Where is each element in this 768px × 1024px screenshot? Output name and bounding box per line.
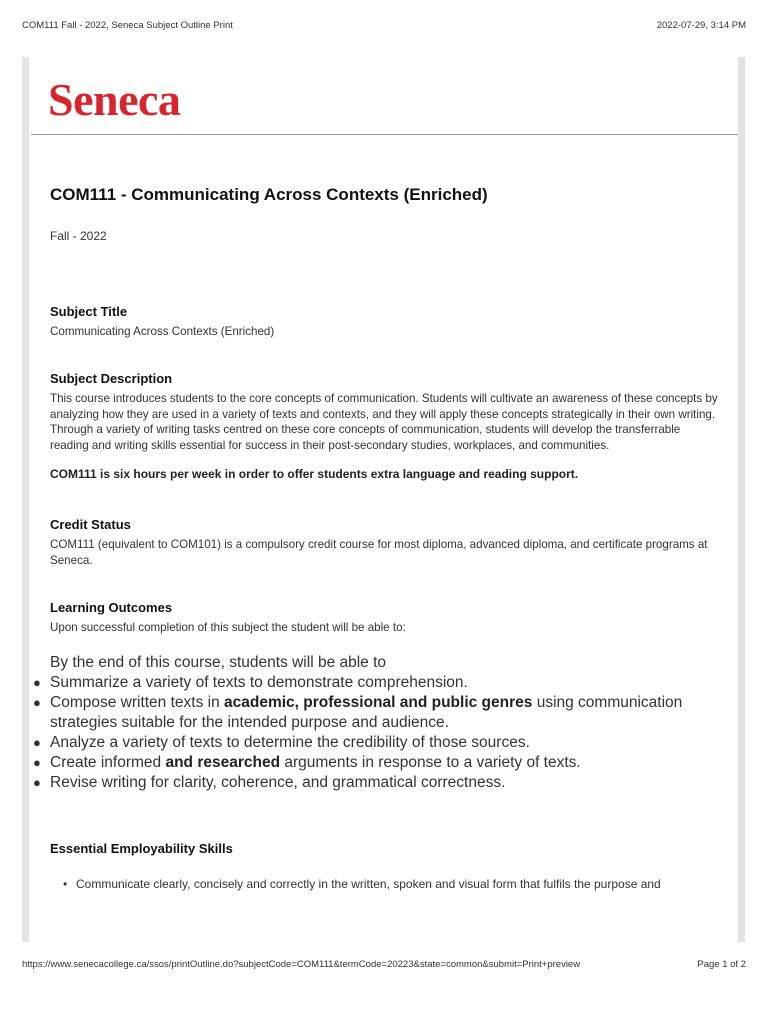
learning-outcomes-heading: Learning Outcomes bbox=[50, 599, 173, 615]
employability-skills-section bbox=[50, 841, 719, 892]
list-item: ● Revise writing for clarity, coherence, and grammatical correctness. bbox=[33, 774, 506, 792]
list-item: • Communicate clearly, concisely and correctly in the written, spoken and visual form that fulfils the purpose and bbox=[63, 877, 661, 892]
list-item: ● Compose written texts in academic, professional and public genres using communication strategies suitable for the intended purpose and audience. bbox=[33, 694, 683, 732]
page-number: Page 1 of 2 bbox=[697, 959, 746, 970]
print-footer-url: https://www.senecacollege.ca/ssos/printOutline.do?subjectCode=COM111&termCode=20223&state=common&submit=Print+preview bbox=[22, 959, 581, 970]
list-item: ● Analyze a variety of texts to determine the credibility of those sources. bbox=[33, 734, 530, 752]
outline-content bbox=[33, 185, 719, 892]
bullet-icon: ● bbox=[33, 695, 41, 711]
bullet-icon: • bbox=[63, 877, 68, 892]
print-header-datetime: 2022-07-29, 3:14 PM bbox=[656, 20, 746, 31]
bullet-icon: ● bbox=[33, 735, 41, 751]
credit-status-section bbox=[50, 517, 719, 569]
subject-title-text: Communicating Across Contexts (Enriched) bbox=[50, 325, 275, 338]
seneca-logo: Seneca bbox=[48, 74, 181, 125]
bullet-icon: ● bbox=[33, 775, 41, 791]
bullet-icon: ● bbox=[33, 755, 41, 771]
learning-outcomes-list bbox=[33, 673, 719, 793]
hours-note: COM111 is six hours per week in order to offer students extra language and reading support. bbox=[50, 466, 579, 481]
learning-outcomes-section bbox=[33, 599, 719, 794]
subject-description-section bbox=[50, 371, 719, 481]
subject-description-text: This course introduces students to the core concepts of communication. Students will cultivate an awareness of these concepts by analyzing how they are used in a variety of texts and contexts, and they will apply these concepts strategically in their own writing. Through a variety of writing tasks centred on these core concepts of communication, students will develop the transferrable reading and writing skills essential for success in their post-secondary studies, workplaces, and communities. bbox=[50, 391, 718, 453]
credit-status-text: COM111 (equivalent to COM101) is a compulsory credit course for most diploma, advanced diploma, and certificate programs at Seneca. bbox=[50, 537, 708, 567]
employability-skills-heading: Essential Employability Skills bbox=[50, 841, 233, 857]
header-divider bbox=[31, 134, 739, 135]
subject-description-heading: Subject Description bbox=[50, 370, 173, 386]
page-title: COM111 - Communicating Across Contexts (Enriched) bbox=[50, 185, 488, 204]
print-header-title: COM111 Fall - 2022, Seneca Subject Outline Print bbox=[22, 20, 233, 31]
list-item: ● Summarize a variety of texts to demonstrate comprehension. bbox=[33, 674, 468, 692]
learning-outcomes-lead: By the end of this course, students will be able to bbox=[50, 654, 387, 672]
list-item: ● Create informed and researched arguments in response to a variety of texts. bbox=[33, 754, 581, 772]
print-footer bbox=[22, 959, 746, 970]
bullet-icon: ● bbox=[33, 675, 41, 691]
term: Fall - 2022 bbox=[50, 229, 107, 243]
subject-title-section bbox=[50, 304, 719, 340]
credit-status-heading: Credit Status bbox=[50, 516, 131, 532]
outline-frame bbox=[22, 57, 745, 942]
subject-title-heading: Subject Title bbox=[50, 304, 128, 319]
learning-outcomes-intro: Upon successful completion of this subject the student will be able to: bbox=[50, 620, 406, 634]
print-header bbox=[22, 20, 746, 31]
employability-skills-list bbox=[50, 876, 719, 892]
